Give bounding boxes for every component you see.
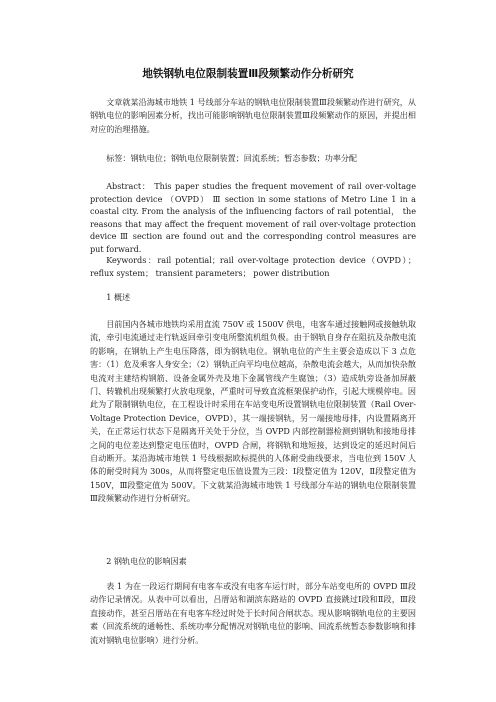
section-2-heading: 2 钢轨电位的影响因素: [106, 556, 187, 566]
abstract-english: Abstract： This paper studies the frequent movement of rail over-voltage protection device （OVPD） Ⅲ section in some stations of Metro Line 1 in a coastal city. From the analysis of the influencing factors of rail potential， the reasons that may affect the frequent movement of rail over-voltage protection device Ⅲ section are found out and the corresponding control measures are put forward.: [90, 181, 416, 254]
section-2-body: 表 1 为在一段运行期间有电客车或没有电客车运行时，部分车站变电所的 OVPD Ⅲ段动作记录情况。从表中可以看出，吕厝站和湖滨东路站的 OVPD 直接跳过Ⅰ段和Ⅱ段，Ⅲ段直接动作，甚至吕厝站在有电客车经过时处于长时间合闸状态。现从影响钢轨电位的主要因素（回流系统的通畅性、系统功率分配情况对钢轨电位的影响、回流系统暂态参数影响和排流对钢轨电位影响）进行分析。: [90, 581, 416, 645]
keywords-chinese: 标签：钢轨电位；钢轨电位限制装置；回流系统；暂态参数；功率分配: [106, 153, 358, 163]
keywords-english: Keywords：rail potential；rail over-voltage protection device（OVPD）；reflux system； transient parameters； power distribution: [90, 255, 416, 278]
section-1-body: 目前国内各城市地铁均采用直流 750V 或 1500V 供电，电客车通过接触网或接触轨取流，牵引电流通过走行轨返回牵引变电所整流机组负极。由于钢轨自身存在阻抗及杂散电流的影响，在钢轨上产生电压降落，即为钢轨电位。钢轨电位的产生主要会造成以下 3 点危害：（1）危及乘客人身安全；（2）钢轨正向平均电位越高，杂散电流会越大，从而加快杂散电流对主建结构钢筋、设备金属外壳及地下金属管线产生腐蚀；（3）造成轨旁设备加屏蔽门、转辙机出现频繁打火放电现象，严重时可导致直流框架保护动作，引起大规模停电。因此为了限制钢轨电位，在工程设计时采用在车站变电所设置钢轨电位限制装置（Rail Over-Voltage Protection Device，OVPD），其一端接钢轨，另一端接地母排，内设置隔离开关，在正常运行状态下是隔离开关处于分位，当 OVPD 内部控制器检测到钢轨和接地母排之间的电位差达到整定电压值时，OVPD 合闸，将钢轨和地短接，达到设定的延迟时间后自动断开。某沿海城市地铁 1 号线根据欧标提供的人体耐受曲线要求，当电位到 150V 人体的耐受时间为 300s，从而将整定电压值设置为三段：Ⅰ段整定值为 120V，Ⅱ段整定值为 150V，Ⅲ段整定值为 500V。下文就某沿海城市地铁 1 号线部分车站的钢轨电位限制装置Ⅲ段频繁动作进行分析研究。: [90, 319, 416, 504]
abstract-chinese: 文章就某沿海城市地铁 1 号线部分车站的钢轨电位限制装置Ⅲ段频繁动作进行研究，从钢轨电位的影响因素分析，找出可能影响钢轨电位限制装置Ⅲ段频繁动作的原因，并提出相对应的治理措施。: [90, 97, 416, 134]
paper-title: 地铁钢轨电位限制装置Ⅲ段频繁动作分析研究: [142, 68, 354, 80]
section-1-heading: 1 概述: [106, 292, 131, 302]
